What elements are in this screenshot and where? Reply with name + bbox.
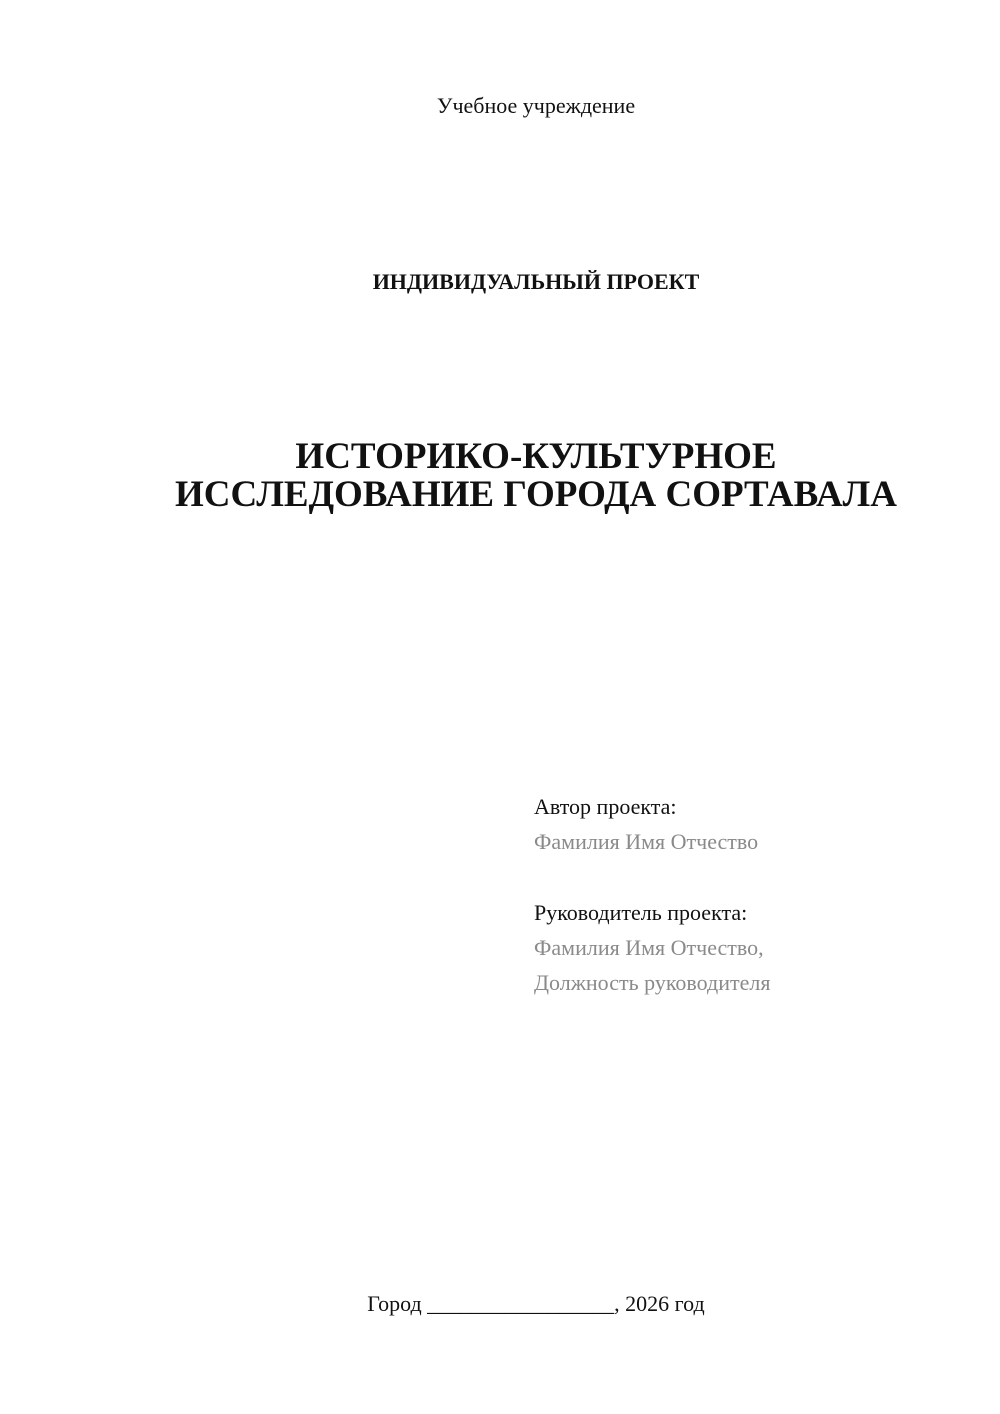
supervisor-label: Руководитель проекта: — [534, 900, 748, 925]
spacer — [534, 859, 954, 895]
title-line-1: ИСТОРИКО-КУЛЬТУРНОЕ — [295, 436, 777, 477]
title-line-2: ИССЛЕДОВАНИЕ ГОРОДА СОРТАВАЛА — [175, 474, 897, 515]
document-title — [0, 438, 1000, 514]
project-info — [534, 789, 954, 1000]
city-year-line: Город _________________, 2026 год — [367, 1291, 705, 1316]
author-name: Фамилия Имя Отчество — [534, 829, 759, 854]
institution-name: Учебное учреждение — [436, 93, 636, 118]
document-type: ИНДИВИДУАЛЬНЫЙ ПРОЕКТ — [372, 269, 700, 294]
supervisor-name: Фамилия Имя Отчество, — [534, 935, 764, 960]
supervisor-position: Должность руководителя — [534, 970, 771, 995]
author-label: Автор проекта: — [534, 794, 677, 819]
